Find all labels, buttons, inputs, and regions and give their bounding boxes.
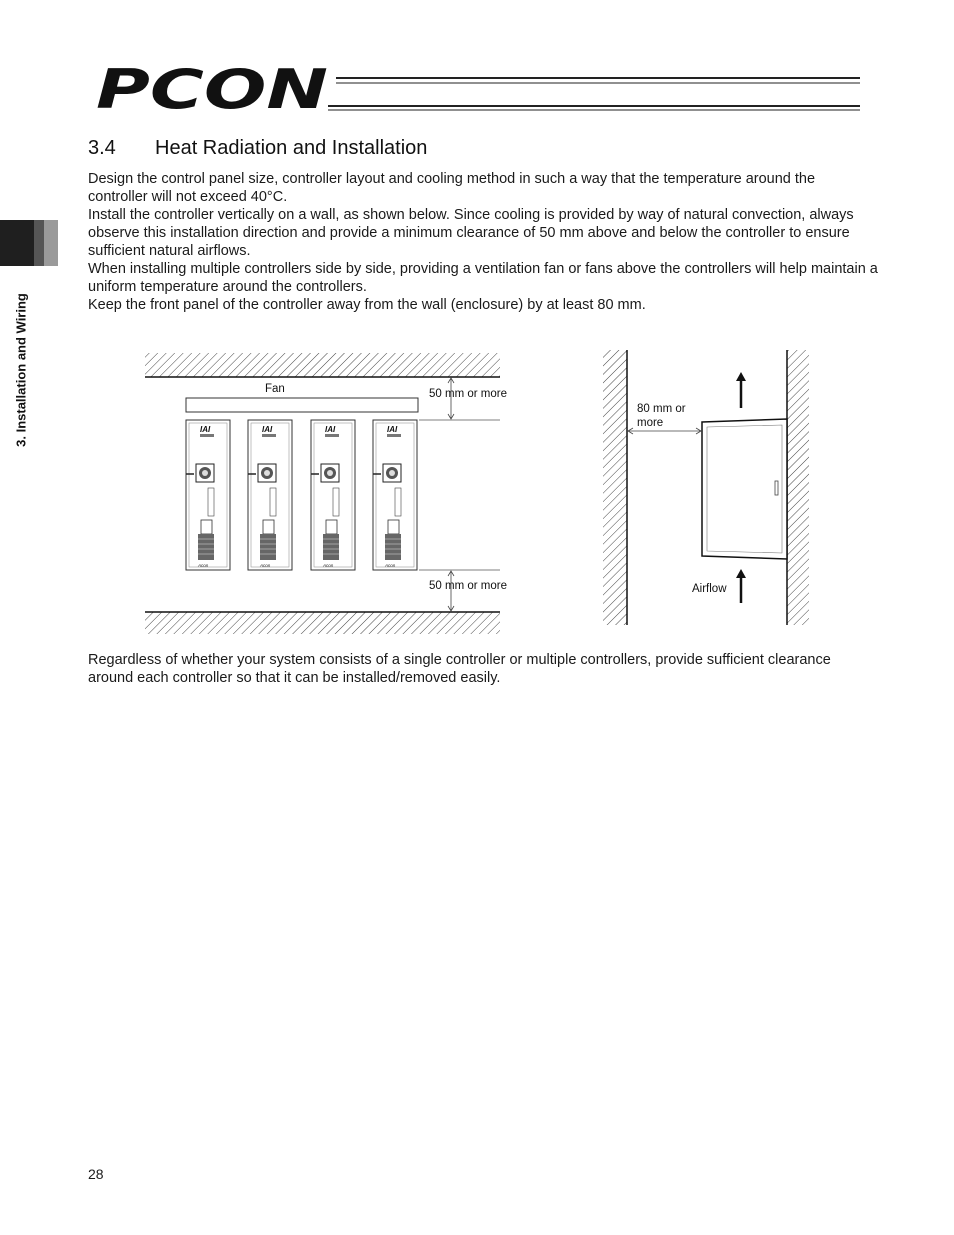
top-clearance-label: 50 mm or more (429, 388, 507, 400)
ventilation-fan (186, 398, 418, 412)
airflow-label: Airflow (692, 583, 727, 595)
mounting-wall (787, 350, 809, 625)
section-number: 3.4 (88, 137, 116, 159)
paragraph: When installing multiple controllers side by side, providing a ventilation fan or fans above the controllers will help maintain a uniform temperature around the controllers. (88, 261, 878, 295)
front-clearance-label-line2: more (637, 417, 664, 429)
closing-paragraph: Regardless of whether your system consists of a single controller or multiple controllers, provide sufficient clearance around each controller so that it can be installed/removed easily. (88, 652, 831, 686)
floor-wall (145, 612, 500, 634)
fan-label: Fan (265, 383, 285, 395)
front-clearance-label-line1: 80 mm or (637, 403, 686, 415)
chapter-side-label: 3. Installation and Wiring (13, 293, 29, 447)
paragraph: Keep the front panel of the controller away from the wall (enclosure) by at least 80 mm. (88, 297, 646, 313)
section-body (88, 170, 878, 314)
bottom-clearance-label: 50 mm or more (429, 580, 507, 592)
section-title: Heat Radiation and Installation (155, 137, 428, 159)
enclosure-front-wall (603, 350, 627, 625)
controller-side-profile (702, 419, 787, 559)
paragraph: Design the control panel size, controller layout and cooling method in such a way that the temperature around the controller will not exceed 40°C. (88, 171, 816, 205)
controller-unit (373, 420, 417, 570)
pcon-logo (96, 62, 860, 114)
controller-unit (311, 420, 355, 570)
chapter-tab-marker (0, 220, 58, 266)
controller-unit (248, 420, 292, 570)
paragraph: Install the controller vertically on a wall, as shown below. Since cooling is provided by way of natural convection, always observe this installation direction and provide a minimum clearance of 50 mm above and below the controller to ensure sufficient natural airflows. (88, 207, 854, 259)
logo-text: PCON (96, 62, 328, 114)
installation-diagram: Acon Fan 50 mm or more 50 mm or more 80 mm or more Airflow (140, 345, 820, 640)
ceiling-wall (145, 353, 500, 377)
page-number: 28 (88, 1166, 104, 1182)
controller-unit (186, 420, 230, 570)
section-heading (88, 137, 427, 160)
